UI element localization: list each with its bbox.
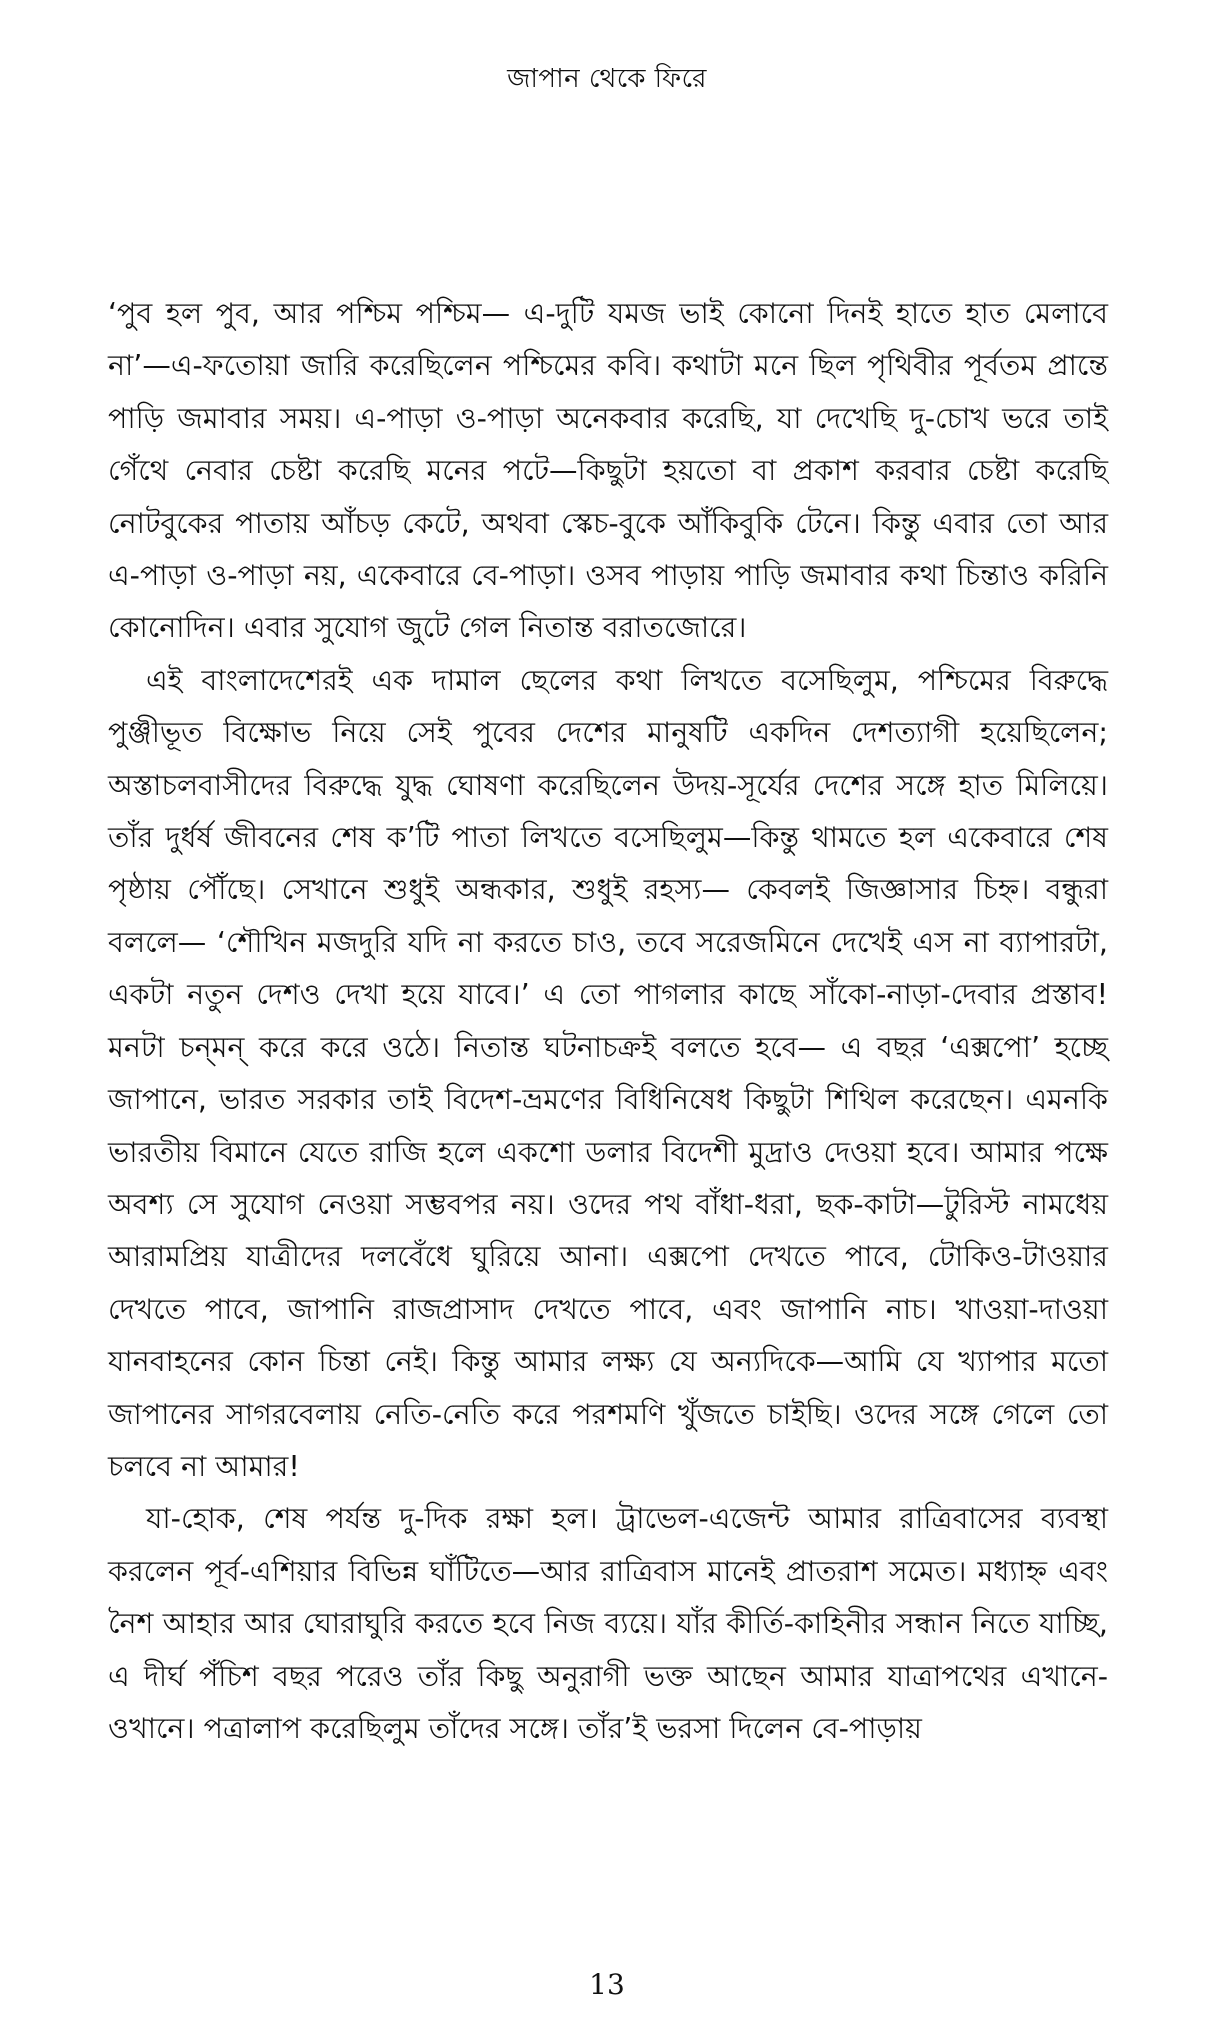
- paragraph-2: এই বাংলাদেশেরই এক দামাল ছেলের কথা লিখতে বসেছিলুম, পশ্চিমের বিরুদ্ধে পুঞ্জীভূত বিক্ষোভ নিয়ে সেই পুবের দেশের মানুষটি একদিন দেশত্যাগী হয়েছিলেন; অস্তাচলবাসীদের বিরুদ্ধে যুদ্ধ ঘোষণা করেছিলেন উদয়-সূর্যের দেশের সঙ্গে হাত মিলিয়ে। তাঁর দুর্ধর্ষ জীবনের শেষ ক’টি পাতা লিখতে বসেছিলুম—কিন্তু থামতে হল একেবারে শেষ পৃষ্ঠায় পৌঁছে। সেখানে শুধুই অন্ধকার, শুধুই রহস্য— কেবলই জিজ্ঞাসার চিহ্ন। বন্ধুরা বললে— ‘শৌখিন মজদুরি যদি না করতে চাও, তবে সরেজমিনে দেখেই এস না ব্যাপারটা, একটা নতুন দেশও দেখা হয়ে যাবে।’ এ তো পাগলার কাছে সাঁকো-নাড়া-দেবার প্রস্তাব! মনটা চন্‌মন্ করে করে ওঠে। নিতান্ত ঘটনাচক্রই বলতে হবে— এ বছর ‘এক্সপো’ হচ্ছে জাপানে, ভারত সরকার তাই বিদেশ-ভ্রমণের বিধিনিষেধ কিছুটা শিথিল করেছেন। এমনকি ভারতীয় বিমানে যেতে রাজি হলে একশো ডলার বিদেশী মুদ্রাও দেওয়া হবে। আমার পক্ষে অবশ্য সে সুযোগ নেওয়া সম্ভবপর নয়। ওদের পথ বাঁধা-ধরা, ছক-কাটা—টুরিস্ট নামধেয় আরামপ্রিয় যাত্রীদের দলবেঁধে ঘুরিয়ে আনা। এক্সপো দেখতে পাবে, টোকিও-টাওয়ার দেখতে পাবে, জাপানি রাজপ্রাসাদ দেখতে পাবে, এবং জাপানি নাচ। খাওয়া-দাওয়া যানবাহনের কোন চিন্তা নেই। কিন্তু আমার লক্ষ্য যে অন্যদিকে—আমি যে খ্যাপার মতো জাপানের সাগরবেলায় নেতি-নেতি করে পরশমণি খুঁজতে চাইছি। ওদের সঙ্গে গেলে তো চলবে না আমার!: [108, 663, 1108, 1483]
- running-header: জাপান থেকে ফিরে: [507, 64, 707, 94]
- page-number: 13: [589, 1968, 625, 2001]
- paragraph-3: যা-হোক, শেষ পর্যন্ত দু-দিক রক্ষা হল। ট্রাভেল-এজেন্ট আমার রাত্রিবাসের ব্যবস্থা করলেন পূর্ব-এশিয়ার বিভিন্ন ঘাঁটিতে—আর রাত্রিবাস মানেই প্রাতরাশ সমেত। মধ্যাহ্ন এবং নৈশ আহার আর ঘোরাঘুরি করতে হবে নিজ ব্যয়ে। যাঁর কীর্তি-কাহিনীর সন্ধান নিতে যাচ্ছি, এ দীর্ঘ পঁচিশ বছর পরেও তাঁর কিছু অনুরাগী ভক্ত আছেন আমার যাত্রাপথের এখানে-ওখানে। পত্রালাপ করেছিলুম তাঁদের সঙ্গে। তাঁর’ই ভরসা দিলেন বে-পাড়ায়: [108, 1502, 1108, 1745]
- body-text: [108, 288, 1108, 1755]
- paragraph-1: ‘পুব হল পুব, আর পশ্চিম পশ্চিম— এ-দুটি যমজ ভাই কোনো দিনই হাতে হাত মেলাবে না’—এ-ফতোয়া জারি করেছিলেন পশ্চিমের কবি। কথাটা মনে ছিল পৃথিবীর পূর্বতম প্রান্তে পাড়ি জমাবার সময়। এ-পাড়া ও-পাড়া অনেকবার করেছি, যা দেখেছি দু-চোখ ভরে তাই গেঁথে নেবার চেষ্টা করেছি মনের পটে—কিছুটা হয়তো বা প্রকাশ করবার চেষ্টা করেছি নোটবুকের পাতায় আঁচড় কেটে, অথবা স্কেচ-বুকে আঁকিবুকি টেনে। কিন্তু এবার তো আর এ-পাড়া ও-পাড়া নয়, একেবারে বে-পাড়া। ওসব পাড়ায় পাড়ি জমাবার কথা চিন্তাও করিনি কোনোদিন। এবার সুযোগ জুটে গেল নিতান্ত বরাতজোরে।: [108, 297, 1108, 645]
